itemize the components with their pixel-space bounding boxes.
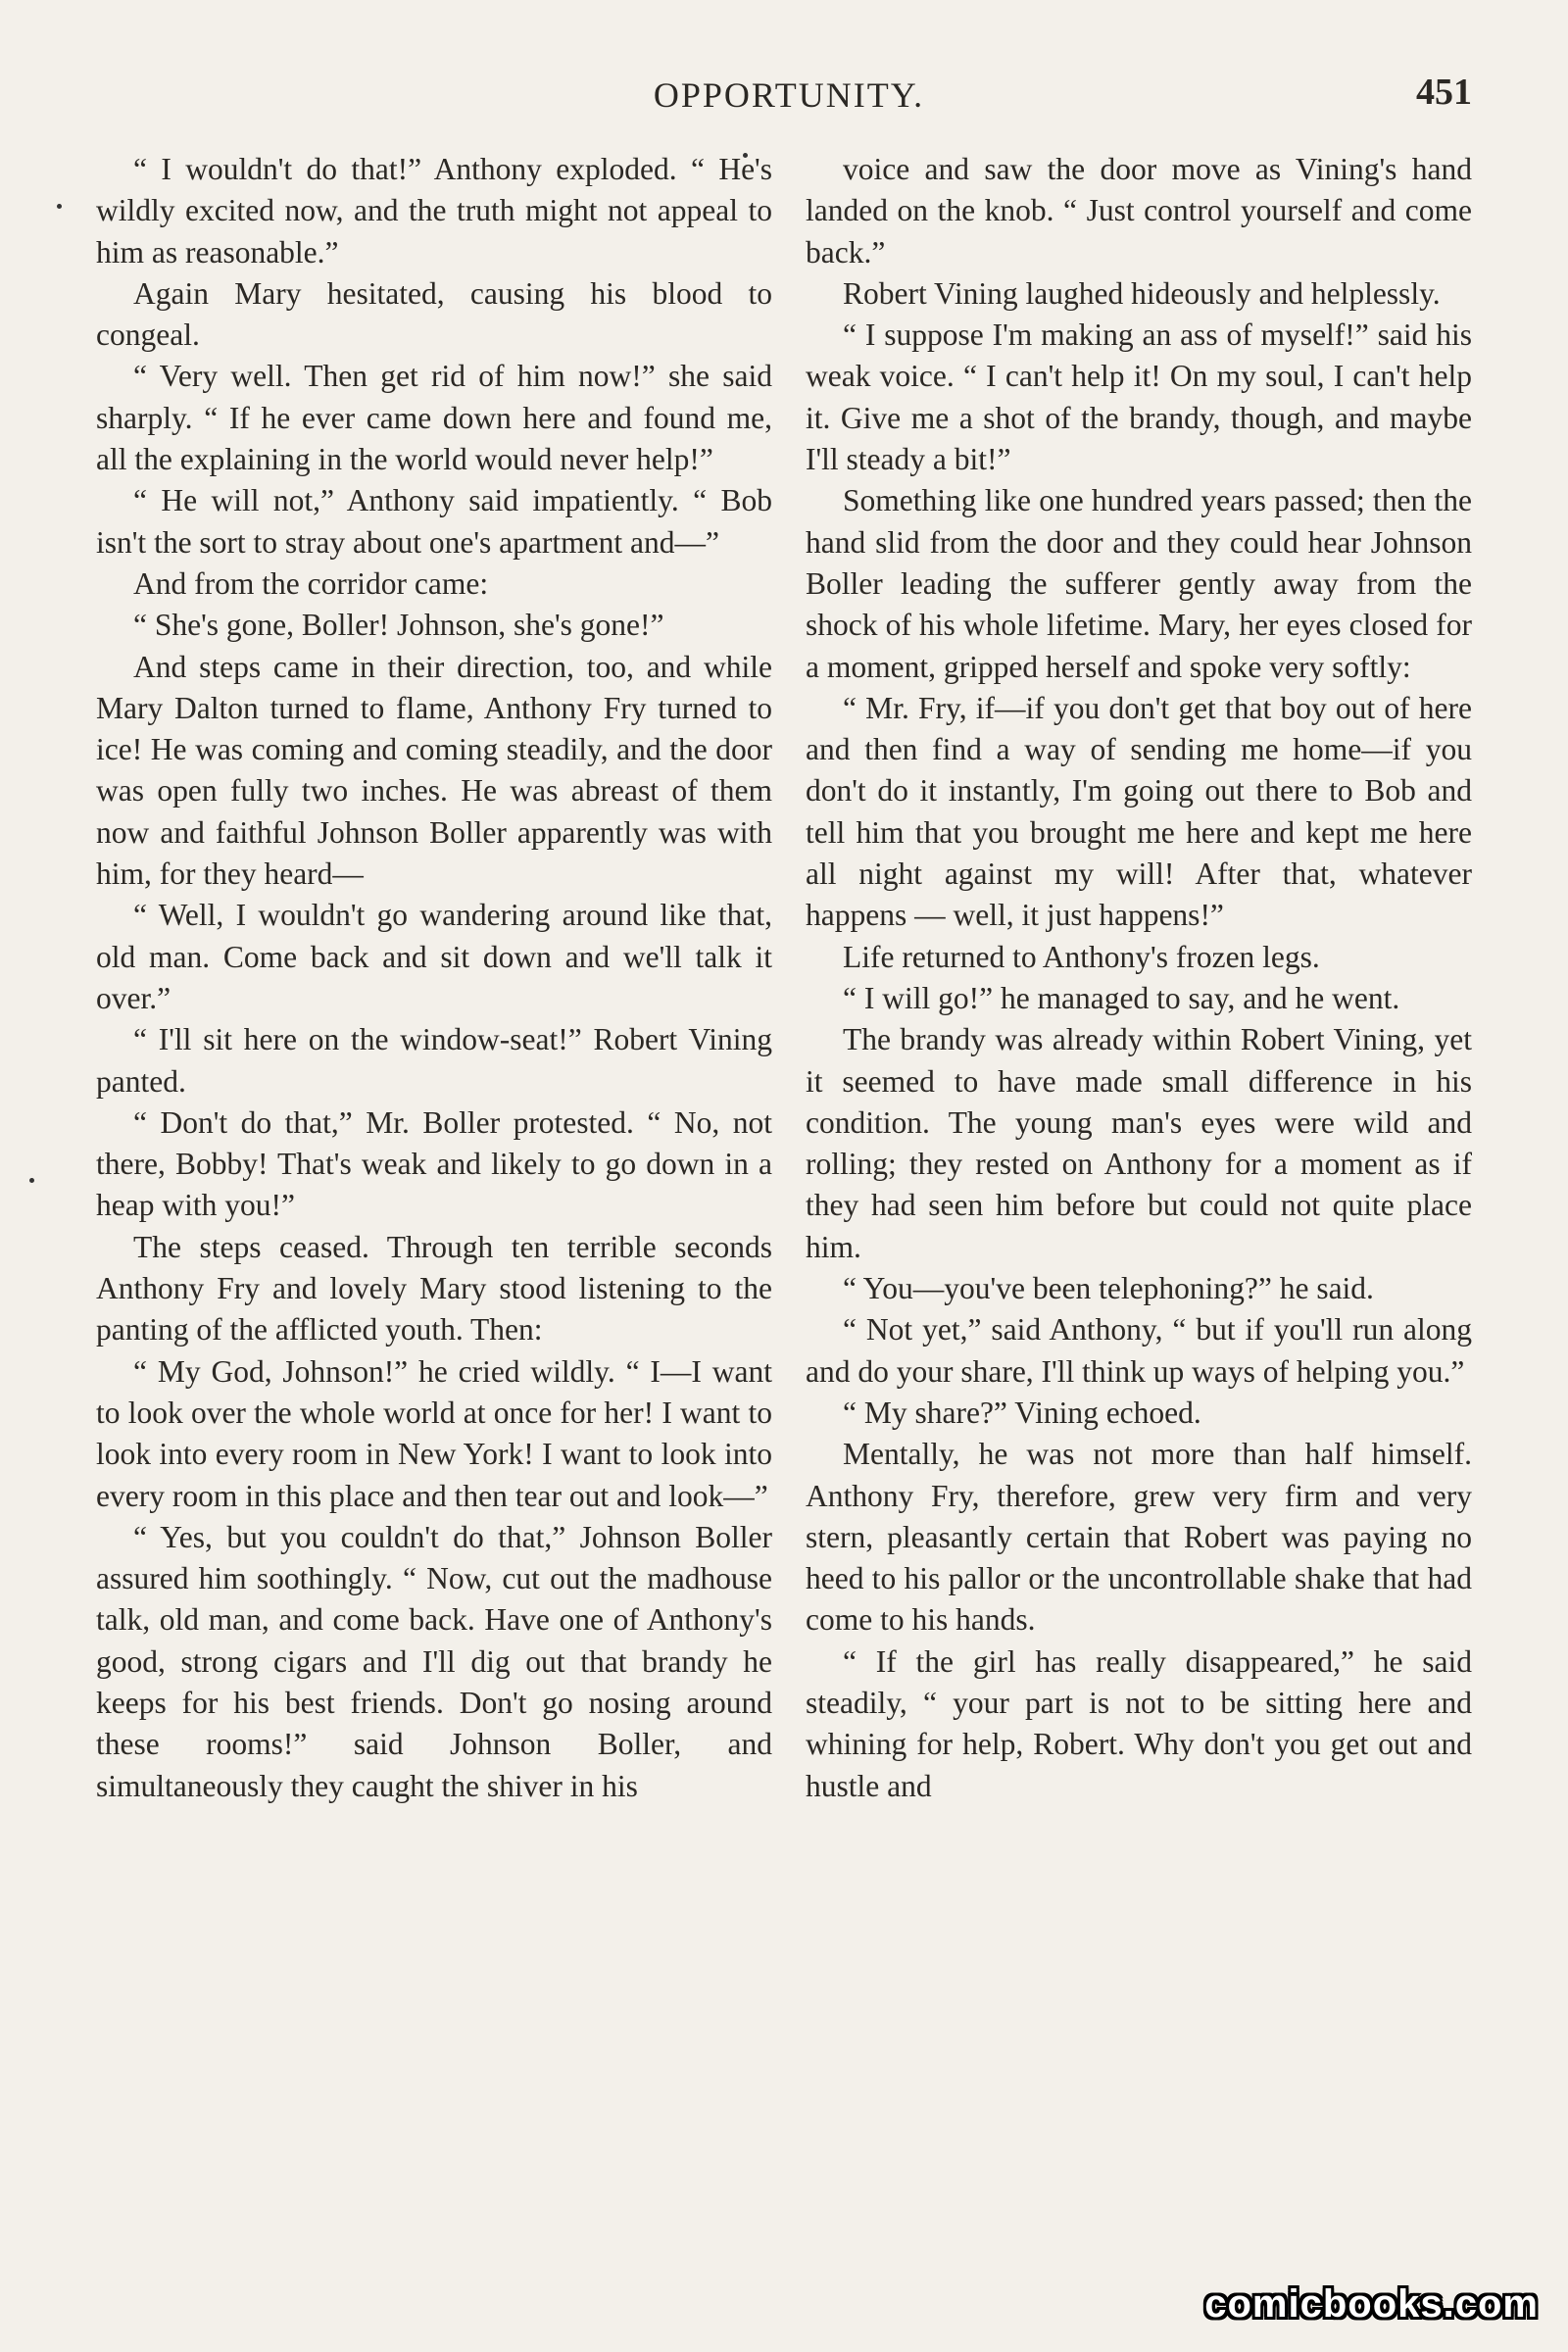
margin-dot (57, 204, 62, 209)
paragraph: Robert Vining laughed hideously and helplessly. (843, 275, 1441, 311)
paragraph: And steps came in their direction, too, and while Mary Dalton turned to flame, Anthony Fry turned to ice! He was coming and coming steadily, and the door was open fully two inches. He was abreast of them now and faithful Johnson Boller apparently was with him, for they heard— (96, 649, 772, 892)
page-header (98, 67, 1480, 125)
paragraph: “ I will go!” he managed to say, and he went. (843, 980, 1400, 1015)
paragraph: “ Well, I wouldn't go wandering around like that, old man. Come back and sit down and we'll talk it over.” (96, 898, 772, 1015)
paragraph: “ Not yet,” said Anthony, “ but if you'll run along and do your share, I'll think up ways of helping you.” (806, 1312, 1472, 1389)
paragraph: “ You—you've been telephoning?” he said. (843, 1271, 1374, 1306)
paragraph: “ I wouldn't do that!” Anthony exploded. “ He's wildly excited now, and the truth might not appeal to him as reasonable.” (96, 152, 772, 270)
paragraph: And from the corridor came: (133, 565, 489, 601)
paragraph: “ Don't do that,” Mr. Boller protested. “ No, not there, Bobby! That's weak and likely to go down in a heap with you!” (96, 1104, 772, 1223)
right-column (806, 149, 1472, 1807)
paragraph: Something like one hundred years passed; then the hand slid from the door and they could hear Johnson Boller leading the sufferer gently away from the shock of his whole lifetime. Mary, her eyes closed for a moment, gripped herself and spoke very softly: (806, 483, 1472, 684)
paragraph: The steps ceased. Through ten terrible seconds Anthony Fry and lovely Mary stood listening to the panting of the afflicted youth. Then: (96, 1229, 772, 1348)
paragraph: “ I'll sit here on the window-seat!” Robert Vining panted. (96, 1022, 772, 1099)
paragraph: “ My God, Johnson!” he cried wildly. “ I—I want to look over the whole world at once for her! I want to look into every room in New York! I want to look into every room in this place and then tear out and look—” (96, 1353, 772, 1513)
paragraph: The brandy was already within Robert Vining, yet it seemed to have made small difference in his condition. The young man's eyes were wild and rolling; they rested on Anthony for a moment as if they had seen him before but could not quite place him. (806, 1022, 1472, 1264)
paragraph: voice and saw the door move as Vining's hand landed on the knob. “ Just control yourself and come back.” (806, 152, 1472, 270)
left-column (96, 149, 772, 1807)
paragraph: “ He will not,” Anthony said impatiently. “ Bob isn't the sort to stray about one's apartment and—” (96, 483, 772, 560)
paragraph: Again Mary hesitated, causing his blood to congeal. (96, 275, 772, 353)
paragraph: “ If the girl has really disappeared,” he said steadily, “ your part is not to be sitting here and whining for help, Robert. Why don't you get out and hustle and (806, 1643, 1472, 1803)
running-title: OPPORTUNITY. (653, 75, 925, 115)
paragraph: “ She's gone, Boller! Johnson, she's gone!” (133, 608, 664, 643)
page-number: 451 (1416, 72, 1472, 113)
paragraph: Life returned to Anthony's frozen legs. (843, 939, 1320, 974)
paragraph: “ My share?” Vining echoed. (843, 1395, 1201, 1430)
site-watermark: comicbooks.com (1204, 2282, 1539, 2326)
paragraph: “ Yes, but you couldn't do that,” Johnson Boller assured him soothingly. “ Now, cut out the madhouse talk, old man, and come back. Have one of Anthony's good, strong cigars and I'll dig out that brandy he keeps for his best friends. Don't go nosing around these rooms!” said Johnson Boller, and simultaneously they caught the shiver in his (96, 1519, 772, 1803)
margin-dot (29, 1178, 34, 1183)
paragraph: “ I suppose I'm making an ass of myself!” said his weak voice. “ I can't help it! On my soul, I can't help it. Give me a shot of the brandy, though, and maybe I'll steady a bit!” (806, 318, 1472, 477)
paragraph: “ Mr. Fry, if—if you don't get that boy out of here and then find a way of sending me home—if you don't do it instantly, I'm going out there to Bob and tell him that you brought me here and kept me here all night against my will! After that, whatever happens — well, it just happens!” (806, 690, 1472, 933)
paragraph: “ Very well. Then get rid of him now!” she said sharply. “ If he ever came down here and found me, all the explaining in the world would never help!” (96, 359, 772, 477)
paragraph: Mentally, he was not more than half himself. Anthony Fry, therefore, grew very firm and very stern, pleasantly certain that Robert was paying no heed to his pallor or the uncontrollable shake that had come to his hands. (806, 1437, 1472, 1638)
